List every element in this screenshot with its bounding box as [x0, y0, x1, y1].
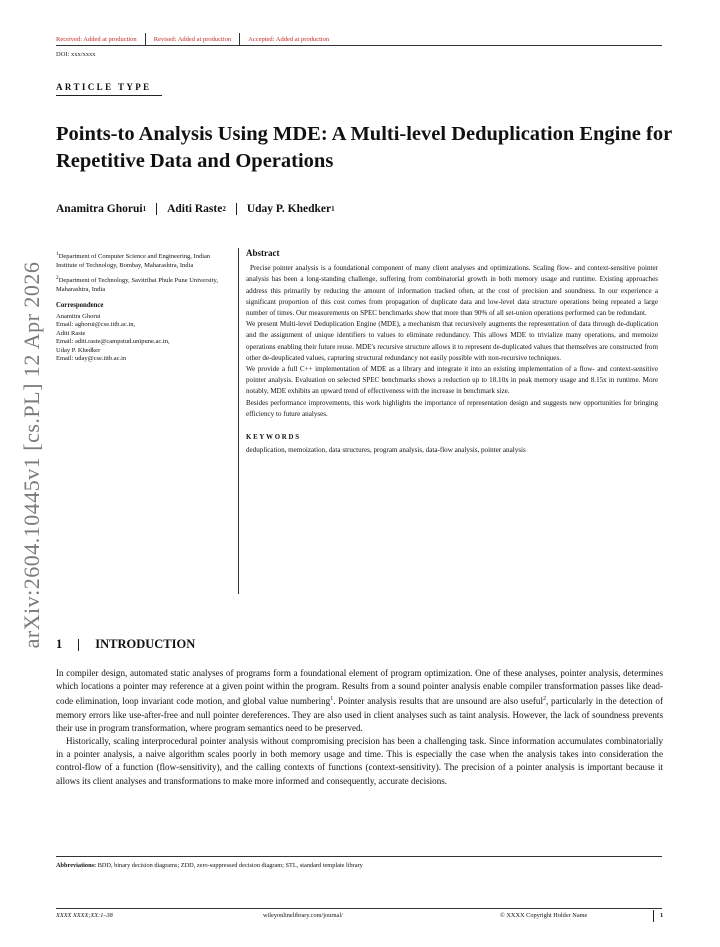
section-heading: [56, 637, 195, 652]
abstract-paragraph: We present Multi-level Deduplication Engine (MDE), a mechanism that recursively augments the representation of data through de-duplication and the assignment of unique identifiers to values to eliminate redundancy. This allows MDE to trivialize many operations, and memoize operations enabling their future reuse. MDE's recursive structure allows it to represent de-duplicated values that themselves are constructed from other de-deuplicated values, capturing structural redundancy not easily possible with non-recursive techniques.: [246, 320, 658, 362]
affiliation-mark: 1: [56, 251, 59, 257]
received-date: Received: Added at production: [56, 35, 137, 43]
correspondence-heading: Correspondence: [56, 302, 104, 310]
author-separator: [236, 203, 237, 215]
header-rule: [56, 45, 662, 46]
accepted-date: Accepted: Added at production: [248, 35, 330, 43]
author-name: Anamitra Ghorui: [56, 203, 143, 215]
section-number: 1: [56, 637, 63, 651]
revised-date: Revised: Added at production: [153, 35, 232, 43]
correspondence-email[interactable]: Email: uday@cse.iitb.ac.in: [56, 355, 127, 363]
footnote-mark[interactable]: 2: [543, 696, 547, 703]
abstract-paragraph: Besides performance improvements, this work highlights the importance of representation design and suggests new opportunities for bringing efficiency to future analyses.: [246, 398, 658, 418]
author-separator: [156, 203, 157, 215]
footer-rule: [56, 908, 662, 909]
journal-reference: XXXX XXXX;XX:1–38: [56, 912, 113, 919]
doi: DOI: xxx/xxxx: [56, 51, 96, 58]
abstract-paragraph: Precise pointer analysis is a foundational component of many client analyses and optimizations. Scaling flow- and context-sensitive pointer analysis has been a long-standing challenge, suffering from combinatorial growth in both memory usage and runtime. Existing approaches address this primarily by reducing the amount of information tracked often, at the cost of precision and soundness. In our experience a significant proportion of this cost comes from propagation of duplicate data and low-level data structure operations being repeated a large number of times. Our measurements on SPEC benchmarks show that more than 90% of all set-union operations performed can be redundant.: [246, 264, 658, 318]
article-type-underline: [56, 95, 162, 96]
correspondence-line: Aditi Raste: [56, 329, 86, 337]
body-text-run: In compiler design, automated static analyses of programs form a foundational element of program optimization. One of these analyses, pointer analysis, determines which locations a pointer may reference at a given point within the program. Results from a sound pointer analysis enable compiler transformation passes like dead-code elimination, loop invariant code motion, and global value numbering: [56, 668, 663, 707]
abstract-block: [246, 248, 658, 456]
footer-separator: [653, 910, 654, 922]
correspondence-email[interactable]: Email: aditi.raste@campstud.unipune.ac.in,: [56, 338, 170, 346]
abbreviations: [56, 862, 363, 869]
abbreviations-rule: [56, 856, 662, 857]
correspondence-line: Uday P. Khedker: [56, 346, 101, 354]
introduction-body: [56, 667, 663, 788]
footnote-mark[interactable]: 1: [330, 696, 334, 703]
affiliation: [56, 274, 226, 294]
article-history: [56, 33, 337, 45]
correspondence-line: Anamitra Ghorui: [56, 312, 101, 320]
page-number: 1: [660, 912, 664, 919]
copyright: © XXXX Copyright Holder Name: [500, 912, 588, 919]
abbreviations-label: Abbreviations:: [56, 862, 97, 869]
abstract-divider: [238, 248, 239, 594]
affiliation-text: Department of Computer Science and Engineering, Indian Institute of Technology, Bombay, Maharashtra, India: [56, 253, 211, 269]
abstract-paragraph: We provide a full C++ implementation of MDE as a library and integrate it into an existing implementation of a flow- and context-sensitive pointer analysis. Evaluation on selected SPEC benchmarks shows a reduction up to 18.10x in peak memory usage and 8.15x in runtime. More notably, MDE exhibits an upward trend of effectiveness with the increase in benchmark size.: [246, 365, 658, 396]
section-title: INTRODUCTION: [95, 637, 196, 651]
affiliation-mark: 2: [56, 275, 59, 282]
keywords-heading: KEYWORDS: [246, 434, 301, 442]
body-text-run: , particularly in the detection of memory errors like use-after-free and null pointer dereferences. They are also used in client analyses such as taint analysis. However, the lack of soundness prevents their use in program transformation, where program semantics need to be preserved.: [56, 696, 664, 733]
author-affiliation-mark: 1: [331, 205, 335, 213]
affiliation-text: Department of Technology, Savitribai Phule Pune University, Maharashtra, India: [56, 277, 218, 293]
body-paragraph: Historically, scaling interprocedural pointer analysis without compromising precision has been a challenging task. Since information accumulates combinatorially in a pointer analysis, a naive algorithm scales poorly in both memory usage and time. This is especially the case when the analysis takes into consideration the control-flow of a function (flow-sensitivity), and the calling contexts of functions (context-sensitivity). The precision of a pointer analysis is important because it allows its client analyses and transformations to make more informed and consequently, accurate decisions.: [56, 736, 663, 786]
arxiv-identifier-stamp: arXiv:2604.10445v1 [cs.PL] 12 Apr 2026: [19, 261, 44, 649]
body-paragraph: [56, 667, 663, 735]
author-affiliation-mark: 2: [222, 205, 226, 213]
correspondence-email[interactable]: Email: aghorui@cse.iitb.ac.in,: [56, 321, 136, 329]
author-name: Uday P. Khedker: [246, 203, 332, 215]
author-list: [56, 203, 335, 215]
journal-url[interactable]: wileyonlinelibrary.com/journal/: [263, 912, 343, 919]
section-separator: [78, 639, 79, 651]
body-text-run: . Pointer analysis results that are unsound are also useful: [333, 696, 544, 707]
abbreviations-text: BDD, binary decision diagrams; ZDD, zero-suppressed decision diagram; STL, standard template library: [96, 862, 363, 869]
affiliation: [56, 250, 226, 270]
keywords: deduplication, memoization, data structures, program analysis, data-flow analysis, pointer analysis: [246, 446, 526, 455]
abstract-heading: Abstract: [246, 248, 280, 258]
history-separator: [239, 33, 240, 45]
author-affiliation-mark: 1: [142, 205, 147, 213]
history-separator: [145, 33, 146, 45]
paper-title: Points-to Analysis Using MDE: A Multi-level Deduplication Engine for Repetitive Data and Operations: [56, 123, 672, 172]
article-type: ARTICLE TYPE: [56, 82, 152, 92]
affiliations-column: [56, 250, 226, 364]
author-name: Aditi Raste: [167, 203, 223, 215]
